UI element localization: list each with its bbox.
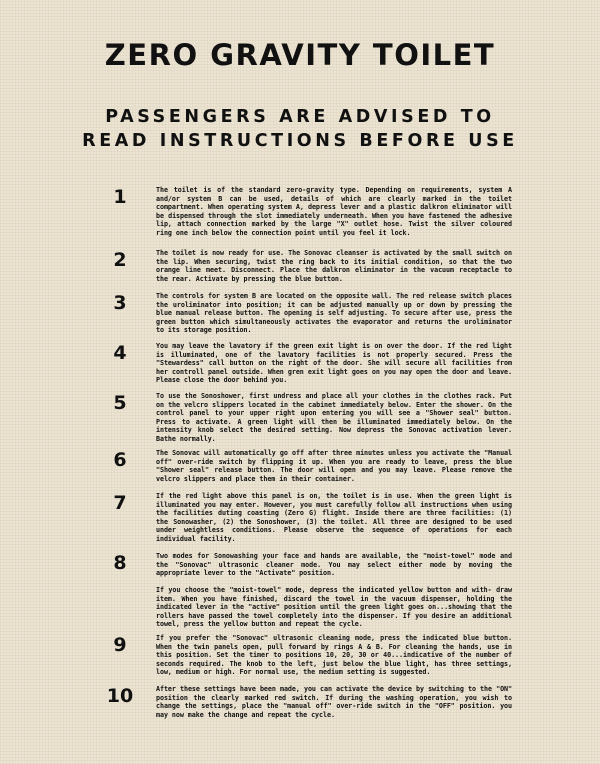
instruction-text: The toilet is of the standard zero-gravity type. Depending on requirements, system A and/or system B can be used, details of which are clearly marked in the toilet compartment. When operating system A, depress lever and a plastic dalkron eliminator will be dispensed through the slot immediately underneath. When you have fastened the adhesive lip, attach connection marked by the large "X" outlet hose. Twist the silver coloured ring one inch below the connection point until you feel it lock.: [156, 186, 512, 237]
page-title: ZERO GRAVITY TOILET: [104, 38, 496, 72]
instruction-text: The controls for system B are located on the opposite wall. The red release switch places the uroliminator into position; it can be adjusted manually up or down by pressing the blue manual release button. The opening is self adjusting. To secure after use, press the green button which simultaneously activates the evaporator and returns the uroliminator to its storage position.: [156, 292, 512, 335]
subtitle-line-2: READ INSTRUCTIONS BEFORE USE: [82, 131, 518, 151]
instruction-number: 10: [106, 685, 134, 707]
instruction-number: 9: [113, 634, 127, 656]
instruction-number: 5: [113, 392, 127, 414]
instruction-number: 8: [113, 552, 127, 574]
instruction-text: To use the Sonoshower, first undress and place all your clothes in the clothes rack. Put on the velcro slippers located in the cabinet immediately below. Enter the shower. On the control panel to your upper right upon entering you will see a "Shower seal" button. Press to activate. A green light will then be illuminated immediately below. On the intensity knob select the desired setting. Now depress the Sonovac activation lever. Bathe normally.: [156, 392, 512, 443]
instruction-text: The Sonovac will automatically go off after three minutes unless you activate the "Manual off" over-ride switch by flipping it up. When you are ready to leave, press the blue "Shower seal" release button. The door will open and you may leave. Please remove the velcro slippers and place them in their container.: [156, 449, 512, 483]
subtitle-line-1: PASSENGERS ARE ADVISED TO: [105, 107, 495, 127]
instruction-text: The toilet is now ready for use. The Sonovac cleanser is activated by the small switch on the lip. When securing, twist the ring back to its initial condition, so that the two orange line meet. Disconnect. Place the dalkron eliminator in the vacuum receptacle to the rear. Activate by pressing the blue button.: [156, 249, 512, 283]
instruction-number: 1: [113, 186, 127, 208]
instruction-text: You may leave the lavatory if the green exit light is on over the door. If the red light is illuminated, one of the lavatory facilities is not properly secured. Press the "Stewardess" call button on the right of the door. She will secure all facilities from her controll panel outside. When gren exit light goes on you may open the door and leave. Please close the door behind you.: [156, 342, 512, 385]
instruction-number: 7: [113, 492, 127, 514]
instruction-number: 6: [113, 449, 127, 471]
instruction-text: If you choose the "moist-towel" mode, depress the indicated yellow button and with- draw item. When you have finished, discard the towel in the vacuum dispenser, holding the indicated lever in the "active" position until the green light goes on...showing that the rollers have passed the towel completely into the dispenser. If you desire an additional towel, press the yellow button and repeat the cycle.: [156, 586, 512, 629]
instruction-text: Two modes for Sonowashing your face and hands are available, the "moist-towel" mode and the "Sonovac" ultrasonic cleaner mode. You may select either mode by moving the appropriate lever to the "Activate" position.: [156, 552, 512, 578]
instruction-text: If the red light above this panel is on, the toilet is in use. When the green light is illuminated you may enter. However, you must carefully follow all instructions when using the facilities duting coasting (Zero G) flight. Inside there are three facilities: (1) the Sonowasher, (2) the Sonoshower, (3) the toilet. All three are designed to be used under weightless conditions. Please observe the sequence of operations for each individual facility.: [156, 492, 512, 543]
instruction-number: 2: [113, 249, 127, 271]
instruction-number: 3: [113, 292, 127, 314]
instruction-text: If you prefer the "Sonovac" ultrasonic cleaning mode, press the indicated blue button. When the twin panels open, pull forward by rings A & B. For cleaning the hands, use in this position. Set the timer to positions 10, 20, 30 or 40...indicative of the number of seconds required. The knob to the left, just below the blue light, has three settings, low, medium or high. For normal use, the medium setting is suggested.: [156, 634, 512, 677]
instruction-text: After these settings have been made, you can activate the device by switching to the "ON" position the clearly marked red switch. If during the washing operation, you wish to change the settings, place the "manual off" over-ride switch in the "OFF" position. you may now make the change and repeat the cycle.: [156, 685, 512, 719]
instruction-number: 4: [113, 342, 127, 364]
